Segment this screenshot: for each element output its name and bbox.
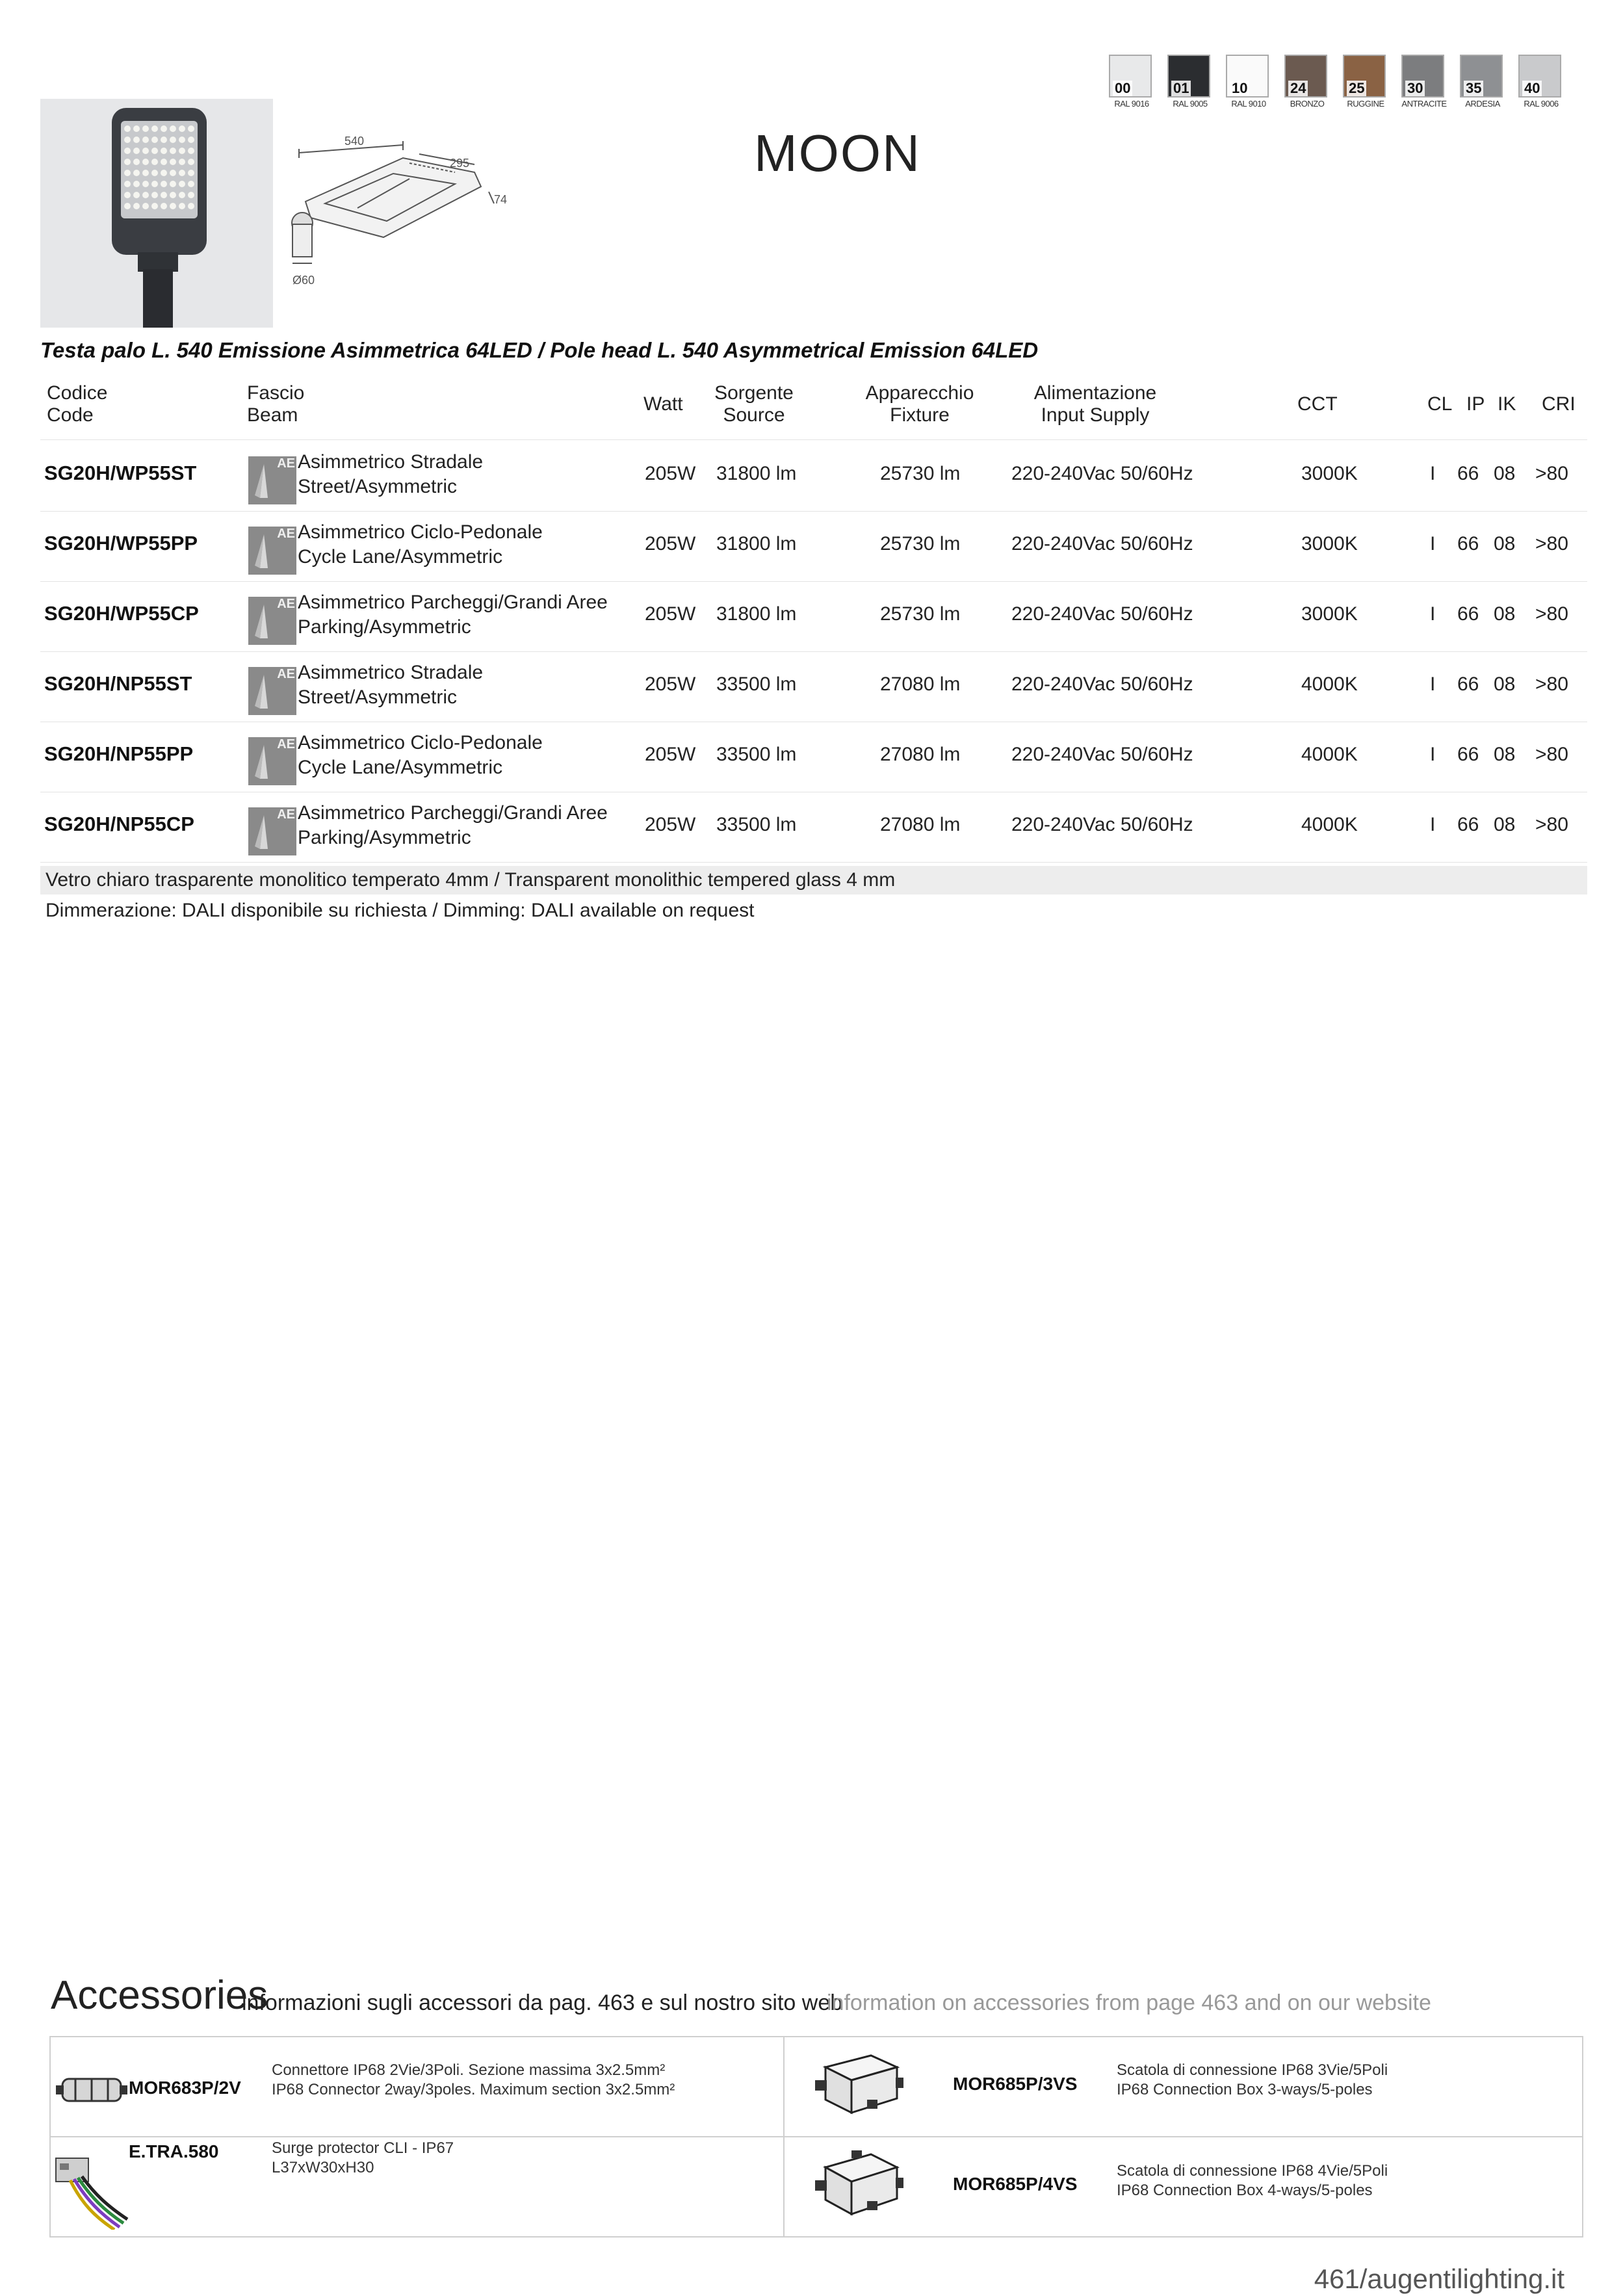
fixture-lumen: 27080 lm [880,814,961,835]
ik-value: 08 [1494,603,1516,625]
accessory-code-2: MOR685P/3VS [953,2074,1078,2094]
swatch-label: RAL 9010 [1231,99,1266,109]
color-swatch [1460,55,1505,107]
dim-height: 74 [494,193,508,206]
beam-icon-label: AE [277,737,295,751]
watt-value: 205W [645,463,696,484]
header-fixture: Apparecchio Fixture [865,382,974,426]
swatch-code: 25 [1347,81,1366,96]
dimension-drawing [279,127,526,309]
ip-value: 66 [1457,673,1479,695]
accessory-code-1: MOR683P/2V [129,2078,241,2098]
glass-note: Vetro chiaro trasparente monolitico temperato 4mm / Transparent monolithic tempered glass 4 mm [40,866,1587,894]
header-divider [40,439,1587,440]
beam-asymmetric-icon [248,597,296,645]
header-cri: CRI [1542,393,1576,415]
swatch-label: ARDESIA [1465,99,1500,109]
beam-description: Asimmetrico Ciclo-Pedonale Cycle Lane/Asymmetric [298,732,543,778]
swatch-code: 10 [1230,81,1249,96]
beam-icon-label: AE [277,597,295,611]
source-lumen: 33500 lm [716,744,797,765]
connection-box-4way-image [812,2145,903,2226]
beam-description: Asimmetrico Parcheggi/Grandi Aree Parking/Asymmetric [298,802,608,848]
cct-value: 3000K [1301,463,1358,484]
swatch-chip [1109,55,1152,98]
color-swatch [1226,55,1271,107]
table-row [40,722,1587,792]
page-title: MOON [754,124,921,182]
header-source: Sorgente Source [714,382,794,426]
product-code: SG20H/NP55ST [44,672,192,695]
accessory-code-3: E.TRA.580 [129,2141,219,2161]
table-row [40,792,1587,863]
swatch-label: RUGGINE [1347,99,1384,109]
product-code: SG20H/NP55PP [44,742,194,765]
cl-value: I [1430,744,1436,765]
header-cl: CL [1427,393,1453,415]
fixture-lumen: 27080 lm [880,673,961,695]
source-lumen: 31800 lm [716,603,797,625]
ik-value: 08 [1494,744,1516,765]
dim-width: 295 [450,157,470,170]
swatch-chip [1167,55,1210,98]
beam-asymmetric-icon [248,737,296,785]
source-lumen: 33500 lm [716,673,797,695]
swatch-chip [1518,55,1561,98]
dimming-note: Dimmerazione: DALI disponibile su richiesta / Dimming: DALI available on request [45,900,755,921]
beam-icon-label: AE [277,807,295,822]
beam-description: Asimmetrico Stradale Street/Asymmetric [298,662,484,708]
fixture-lumen: 25730 lm [880,603,961,625]
beam-icon-label: AE [277,667,295,681]
cri-value: >80 [1535,744,1568,765]
table-row [40,511,1587,582]
swatch-label: RAL 9005 [1173,99,1208,109]
cct-value: 3000K [1301,603,1358,625]
product-code: SG20H/WP55ST [44,462,197,484]
header-beam: Fascio Beam [247,382,305,426]
cct-value: 4000K [1301,814,1358,835]
beam-asymmetric-icon [248,807,296,855]
header-supply: Alimentazione Input Supply [1033,382,1157,426]
product-code: SG20H/WP55CP [44,602,199,625]
watt-value: 205W [645,744,696,765]
cri-value: >80 [1535,814,1568,835]
cri-value: >80 [1535,463,1568,484]
page-footer: 461/augentilighting.it [1314,2263,1565,2294]
color-swatch [1109,55,1154,107]
swatch-chip [1343,55,1386,98]
swatch-label: RAL 9006 [1524,99,1559,109]
product-code: SG20H/WP55PP [44,532,198,554]
header-cct: CCT [1297,393,1338,415]
swatch-code: 24 [1288,81,1308,96]
color-swatch [1518,55,1564,107]
swatch-label: BRONZO [1290,99,1325,109]
color-swatch [1401,55,1447,107]
dim-diameter: Ø60 [292,274,315,287]
color-swatch [1343,55,1388,107]
header-watt: Watt [643,393,683,415]
fixture-lumen: 25730 lm [880,463,961,484]
header-code: Codice Code [47,382,108,426]
section-subtitle: Testa palo L. 540 Emissione Asimmetrica 64LED / Pole head L. 540 Asymmetrical Emission 64LED [40,338,1039,362]
ik-value: 08 [1494,673,1516,695]
watt-value: 205W [645,673,696,695]
fixture-lumen: 25730 lm [880,533,961,554]
product-code: SG20H/NP55CP [44,813,194,835]
accessories-divider-h [49,2136,1583,2137]
accessory-desc-1: Connettore IP68 2Vie/3Poli. Sezione massima 3x2.5mm² IP68 Connector 2way/3poles. Maximum section 3x2.5mm² [272,2061,675,2098]
accessories-subtitle-it: informazioni sugli accessori da pag. 463 e sul nostro sito web [242,1990,843,2015]
cl-value: I [1430,603,1436,625]
beam-asymmetric-icon [248,456,296,504]
beam-description: Asimmetrico Stradale Street/Asymmetric [298,451,484,497]
color-swatch [1167,55,1213,107]
accessory-code-4: MOR685P/4VS [953,2174,1078,2194]
beam-asymmetric-icon [248,667,296,715]
ip-value: 66 [1457,533,1479,554]
accessory-desc-2: Scatola di connessione IP68 3Vie/5Poli IP68 Connection Box 3-ways/5-poles [1117,2061,1388,2098]
ik-value: 08 [1494,463,1516,484]
ip-value: 66 [1457,463,1479,484]
input-supply: 220-240Vac 50/60Hz [1011,673,1193,695]
input-supply: 220-240Vac 50/60Hz [1011,463,1193,484]
header-ik: IK [1498,393,1516,415]
swatch-label: ANTRACITE [1401,99,1447,109]
source-lumen: 31800 lm [716,463,797,484]
swatch-chip [1460,55,1503,98]
fixture-lumen: 27080 lm [880,744,961,765]
table-row [40,441,1587,512]
accessories-subtitle-en: information on accessories from page 463 and on our website [827,1990,1431,2015]
watt-value: 205W [645,814,696,835]
dim-length: 540 [344,135,365,148]
swatch-label: RAL 9016 [1114,99,1149,109]
surge-protector-image [52,2139,130,2233]
ik-value: 08 [1494,814,1516,835]
beam-description: Asimmetrico Parcheggi/Grandi Aree Parking/Asymmetric [298,592,608,638]
cl-value: I [1430,463,1436,484]
source-lumen: 33500 lm [716,814,797,835]
cri-value: >80 [1535,533,1568,554]
watt-value: 205W [645,533,696,554]
table-row [40,581,1587,652]
cri-value: >80 [1535,603,1568,625]
beam-asymmetric-icon [248,527,296,575]
input-supply: 220-240Vac 50/60Hz [1011,814,1193,835]
ik-value: 08 [1494,533,1516,554]
cl-value: I [1430,673,1436,695]
cct-value: 4000K [1301,673,1358,695]
ip-value: 66 [1457,603,1479,625]
product-photo [40,99,273,328]
connector-image [56,2067,127,2116]
ip-value: 66 [1457,814,1479,835]
accessories-title: Accessories [51,1973,268,2018]
source-lumen: 31800 lm [716,533,797,554]
watt-value: 205W [645,603,696,625]
beam-icon-label: AE [277,456,295,471]
connection-box-3way-image [812,2048,903,2122]
input-supply: 220-240Vac 50/60Hz [1011,744,1193,765]
swatch-code: 40 [1522,81,1542,96]
input-supply: 220-240Vac 50/60Hz [1011,533,1193,554]
ip-value: 66 [1457,744,1479,765]
swatch-chip [1401,55,1444,98]
swatch-chip [1226,55,1269,98]
swatch-code: 01 [1171,81,1191,96]
cri-value: >80 [1535,673,1568,695]
cct-value: 4000K [1301,744,1358,765]
beam-icon-label: AE [277,527,295,541]
accessory-desc-3: Surge protector CLI - IP67 L37xW30xH30 [272,2139,454,2176]
swatch-chip [1284,55,1327,98]
swatch-code: 30 [1405,81,1425,96]
cl-value: I [1430,814,1436,835]
input-supply: 220-240Vac 50/60Hz [1011,603,1193,625]
header-ip: IP [1466,393,1485,415]
accessory-desc-4: Scatola di connessione IP68 4Vie/5Poli IP68 Connection Box 4-ways/5-poles [1117,2162,1388,2199]
color-swatch [1284,55,1330,107]
beam-description: Asimmetrico Ciclo-Pedonale Cycle Lane/Asymmetric [298,521,543,567]
swatch-code: 35 [1464,81,1483,96]
cct-value: 3000K [1301,533,1358,554]
cl-value: I [1430,533,1436,554]
swatch-code: 00 [1113,81,1132,96]
table-row [40,651,1587,722]
